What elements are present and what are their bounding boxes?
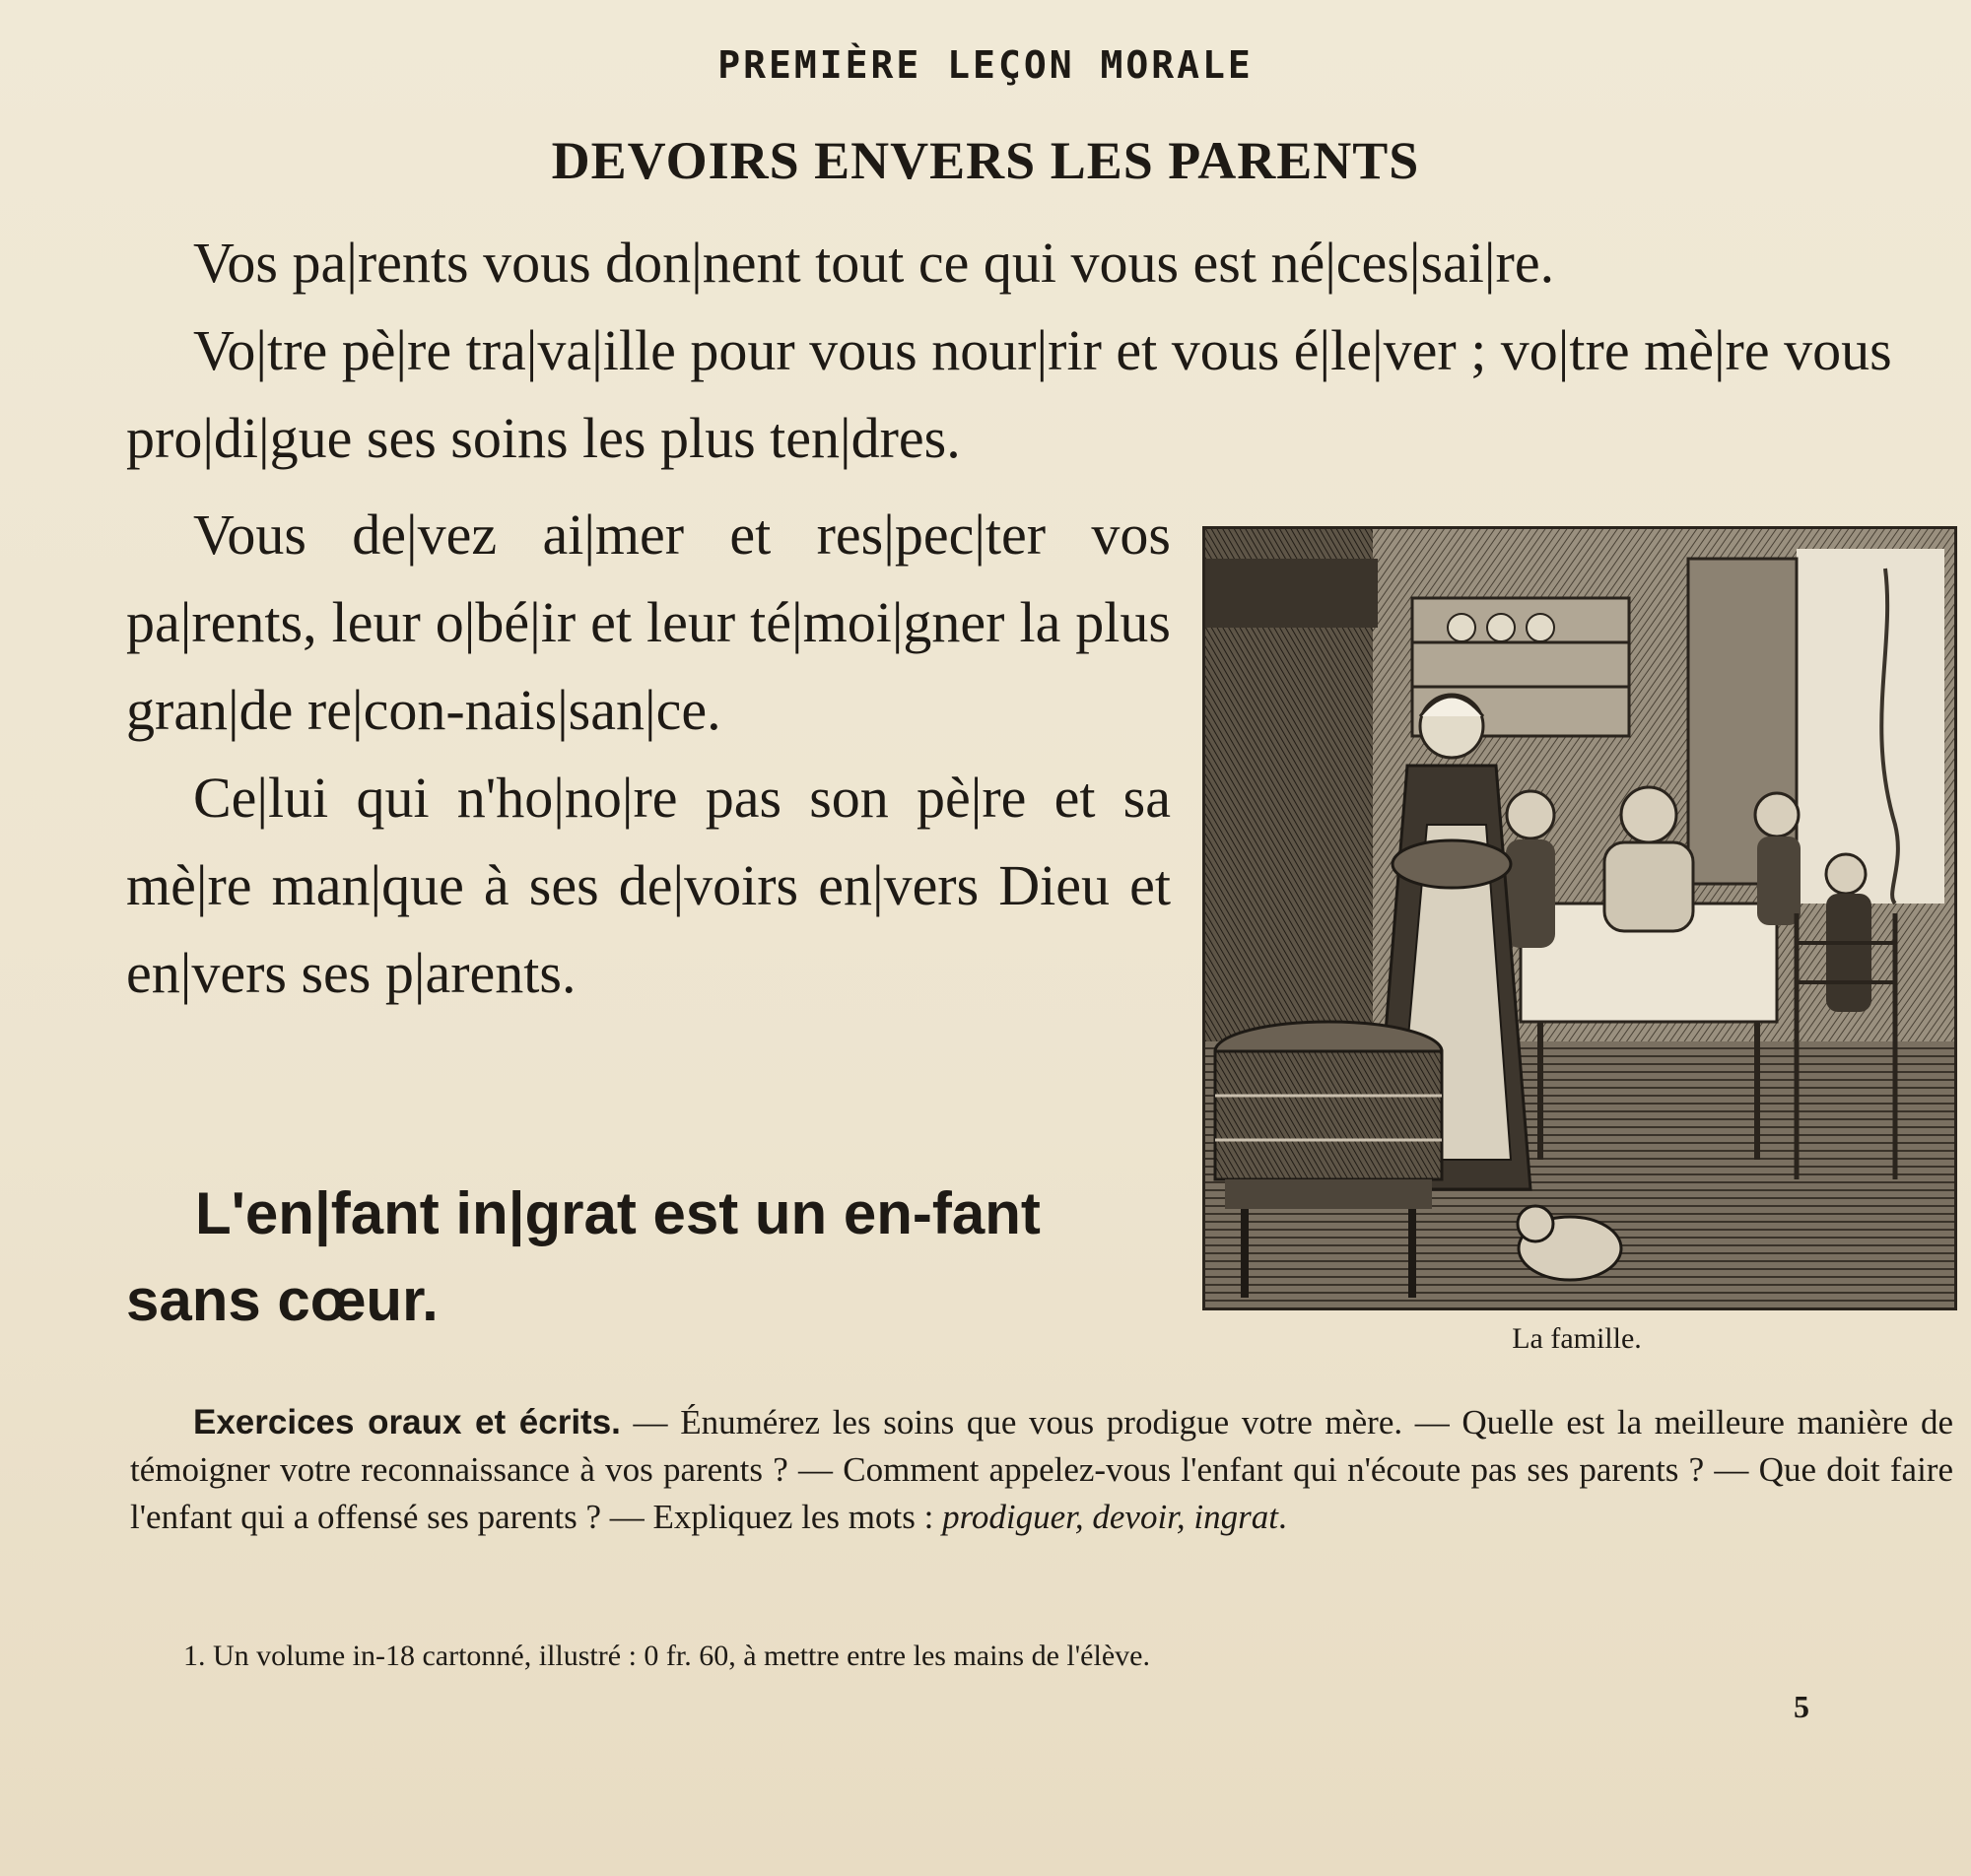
illustration-caption: La famille.	[1512, 1322, 1642, 1355]
footnote: 1. Un volume in-18 cartonné, illustré : 0 fr. 60, à mettre entre les mains de l'élève.	[183, 1640, 1150, 1672]
page-number: 5	[1794, 1689, 1809, 1724]
intro-text	[126, 219, 1949, 482]
exercises-label: Exercices oraux et écrits.	[193, 1403, 621, 1441]
exercises-paragraph	[130, 1399, 1953, 1541]
intro-paragraph-1: Vos pa|rents vous don|nent tout ce qui vous est né|ces|sai|re.	[193, 231, 1555, 295]
exercises-words: prodiguer, devoir, ingrat	[942, 1498, 1278, 1536]
moral-maxim: L'en|fant in|grat est un en-fant sans cœur.	[126, 1180, 1041, 1333]
intro-paragraph-2: Vo|tre pè|re tra|va|ille pour vous nour|rir et vous é|le|ver ; vo|tre mè|re vous pro|di|gue ses soins les plus ten|dres.	[126, 318, 1892, 470]
lesson-label: PREMIÈRE LEÇON MORALE	[717, 43, 1254, 87]
exercises-text: — Énumérez les soins que vous prodigue votre mère. — Quelle est la meilleure manière de témoigner votre reconnaissance à vos parents ? — Comment appelez-vous l'enfant qui n'écoute pas ses parents ? — Que doit faire l'enfant qui a offensé ses parents ? — Expliquez les mots :	[130, 1403, 1953, 1536]
column-paragraph-1: Vous de|vez ai|mer et res|pec|ter vos pa|rents, leur o|bé|ir et leur té|moi|gner la plus gran|de re|con-nais|san|ce.	[126, 502, 1171, 742]
lesson-title: DEVOIRS ENVERS LES PARENTS	[551, 131, 1420, 190]
column-text	[126, 491, 1171, 1017]
exercises-end: .	[1278, 1498, 1287, 1536]
family-engraving	[1202, 526, 1957, 1310]
column-paragraph-2: Ce|lui qui n'ho|no|re pas son pè|re et sa mè|re man|que à ses de|voirs en|vers Dieu et en|vers ses p|arents.	[126, 766, 1171, 1005]
